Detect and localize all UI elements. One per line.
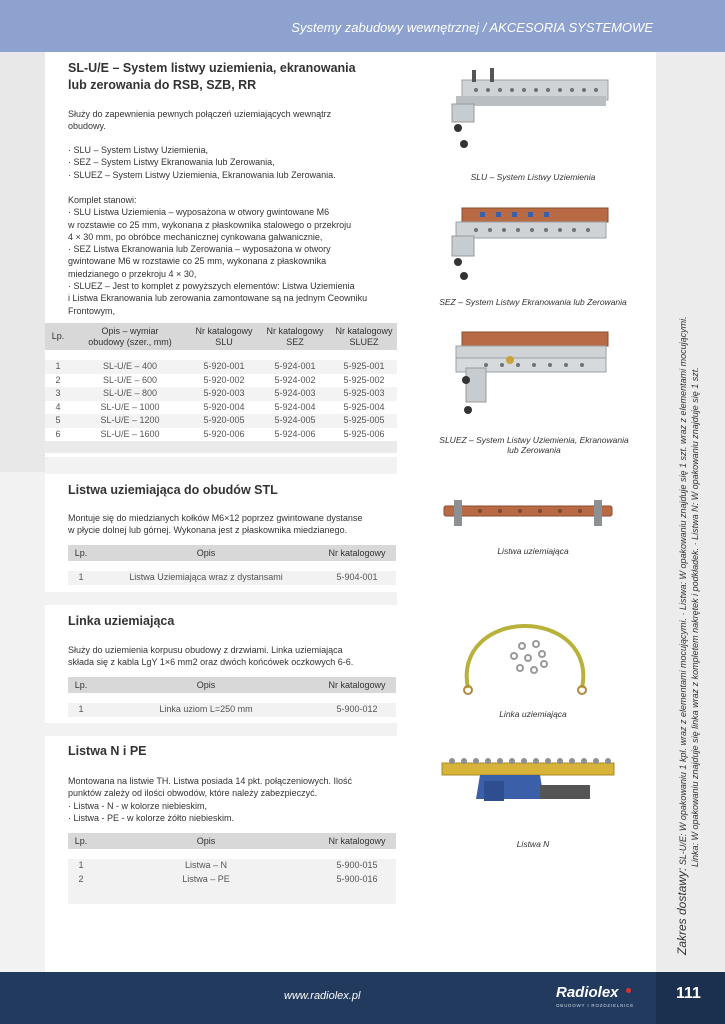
table-header-cell: Opis [94,545,318,561]
table-cell: 1 [68,703,94,717]
table-cell: 2 [68,873,94,887]
table-header-cell: Nr katalogowy SEZ [259,323,331,350]
section1-title-line2: lub zerowania do RSB, SZB, RR [68,78,257,92]
section2-desc-line2: w płycie dolnej lub górnej. Wykonana jest z płaskownika miedzianego. [68,525,348,536]
linka-uziemiajaca-image [450,620,600,700]
table-cell: 5-900-012 [318,703,396,717]
table-row [68,859,396,873]
section1-title-line1: SL-U/E – System listwy uziemienia, ekranowania [68,61,356,75]
kit-line: i Listwa Ekranowania lub zerowania zamontowane są na jednym Ceowniku [68,293,368,304]
radiolex-logo: Radiolex [556,984,619,1001]
kit-line: Komplet stanowi: [68,195,137,205]
section2-description [68,512,362,537]
list-item: · SLU – System Listwy Uziemienia, [68,145,209,155]
kit-line: w rozstawie co 25 mm, wykonana z płaskownika stalowego o przekroju [68,219,352,230]
table-row [68,886,396,904]
table-row [68,703,396,717]
table-cell: 5-925-001 [331,360,397,374]
sidebar-delivery-scope [676,305,701,955]
caption-sluez-line1: SLUEZ – System Listwy Uziemienia, Ekranowania [439,435,629,445]
table-row [45,360,397,374]
table-cell: SL-U/E – 600 [71,374,189,388]
table-cell: 5-924-003 [259,387,331,401]
table-header-cell: Nr katalogowy [318,833,396,849]
table-cell: 5-900-016 [318,873,396,887]
section1-kit-description [68,194,367,317]
section4-desc-line2: punktów zależy od ilości obwodów, które należy zabezpieczyć. [68,788,318,799]
table-row [45,387,397,401]
table-header-cell: Opis [94,677,318,693]
table-cell: 5-920-005 [189,414,259,428]
table-cell: 5-900-015 [318,859,396,873]
table-cell: 3 [45,387,71,401]
table-cell: 5-920-003 [189,387,259,401]
section4-description [68,775,352,824]
table-cell: 5-924-006 [259,428,331,442]
table-header-cell: Lp. [68,833,94,849]
section3-title: Linka uziemiająca [68,614,175,628]
slu-product-image [446,66,610,158]
section3-table [68,677,396,717]
table-cell: 1 [68,571,94,585]
section3-desc-line2: składa się z kabla LgY 1×6 mm2 oraz dwóch końcówek oczkowych 6-6. [68,657,354,668]
logo-dot-icon [626,988,631,993]
table-cell: SL-U/E – 1600 [71,428,189,442]
table-cell: 5-925-002 [331,374,397,388]
table-row [45,374,397,388]
section1-title [68,60,356,94]
kit-line: miedzianego o przekroju 4 × 30, [68,268,197,279]
table-header-cell: Nr katalogowy SLUEZ [331,323,397,350]
kit-line: · SEZ Listwa Ekranowania lub Zerowania – wyposażona w otwory [68,244,331,255]
section3-desc-line1: Służy do uziemienia korpusu obudowy z drzwiami. Linka uziemiająca [68,645,343,655]
logo-tagline: OBUDOWY I ROZDZIELNICE [556,1003,635,1008]
table-cell: 6 [45,428,71,442]
table-row [45,441,397,453]
table-row [45,428,397,442]
list-item: · SEZ – System Listwy Ekranowania lub Zerowania, [68,157,275,168]
listwa-uziemiajaca-image [440,498,616,528]
table-cell: 5-920-002 [189,374,259,388]
section2-desc-line1: Montuje się do miedzianych kołków M6×12 poprzez gwintowane dystanse [68,513,363,523]
caption-linka: Linka uziemiająca [499,709,567,719]
section3-description [68,644,353,669]
table-row [68,571,396,585]
table-cell: Listwa – N [94,859,318,873]
header-title: Systemy zabudowy wewnętrznej / AKCESORIA SYSTEMOWE [291,20,653,35]
table-header-cell: Lp. [68,677,94,693]
caption-sluez [420,435,648,455]
section2-table [68,545,396,585]
table-cell: 5 [45,414,71,428]
table-cell: SL-U/E – 1200 [71,414,189,428]
section1-system-list [68,144,336,181]
list-item: · Listwa - PE - w kolorze żółto niebieskim. [68,812,235,823]
table-cell: 5-920-004 [189,401,259,415]
table-cell: 5-924-005 [259,414,331,428]
section4-table [68,833,396,904]
table-header-cell: Nr katalogowy [318,545,396,561]
table-cell: 5-925-005 [331,414,397,428]
sidebar-line1: SL-U/E: W opakowaniu 1 kpl. wraz z elementami mocującymi. · Listwa: W opakowaniu znajduje się 1 szt. wraz z elementami mocującymi. [678,316,688,866]
page-footer [0,972,725,1024]
table-cell: 1 [68,859,94,873]
table-cell: SL-U/E – 400 [71,360,189,374]
table-cell: 5-924-001 [259,360,331,374]
table-cell: 5-920-001 [189,360,259,374]
section1-desc-line2: obudowy. [68,121,106,132]
sez-product-image [446,200,610,284]
page-number: 111 [676,985,701,1002]
section4-desc-line1: Montowana na listwie TH. Listwa posiada 14 pkt. połączeniowych. Ilość [68,776,352,786]
table-cell: 5-920-006 [189,428,259,442]
page-header [0,0,725,52]
table-cell: Listwa Uziemiająca wraz z dystansami [94,571,318,585]
kit-line: 4 × 30 mm, po obróbce mechanicznej cynkowana galwanicznie, [68,231,323,242]
caption-sez: SEZ – System Listwy Ekranowania lub Zerowania [439,297,627,307]
table-cell: 1 [45,360,71,374]
section1-description [68,108,331,133]
table-header-cell: Opis – wymiar obudowy (szer., mm) [71,323,189,350]
table-cell: 5-904-001 [318,571,396,585]
kit-line: gwintowane M6 w rozstawie co 25 mm, wykonana z płaskownika [68,256,327,267]
list-item: · SLUEZ – System Listwy Uziemienia, Ekranowania lub Zerowania. [68,169,336,180]
table-row [45,401,397,415]
list-item: · Listwa - N - w kolorze niebieskim, [68,800,208,811]
sidebar-label: Zakres dostawy: [675,867,689,955]
listwa-n-image [440,755,616,815]
section1-desc-line1: Służy do zapewnienia pewnych połączeń uziemiających wewnątrz [68,109,332,119]
left-margin-band [0,52,45,472]
table-cell: 4 [45,401,71,415]
table-header-cell: Opis [94,833,318,849]
table-row [68,873,396,887]
kit-line: · SLU Listwa Uziemienia – wyposażona w otwory gwintowane M6 [68,207,330,218]
section4-title: Listwa N i PE [68,744,147,758]
footer-url[interactable]: www.radiolex.pl [284,990,361,1002]
section1-table [45,323,397,453]
table-cell: 5-924-004 [259,401,331,415]
table-cell: 5-925-004 [331,401,397,415]
kit-line: · SLUEZ – Jest to komplet z powyższych elementów: Listwa Uziemienia [68,281,355,292]
table-row [45,414,397,428]
table-header-cell: Nr katalogowy SLU [189,323,259,350]
caption-listwa-n: Listwa N [516,839,550,849]
sidebar-line2: Linka: W opakowaniu znajduje się linka wraz z kompletem nakrętek i podkładek. · Listwa N: W opakowaniu znajduje się 1 szt. [690,367,700,867]
table-cell: 5-925-006 [331,428,397,442]
table-header-cell: Lp. [68,545,94,561]
sluez-product-image [446,322,610,422]
table-header-cell: Nr katalogowy [318,677,396,693]
caption-listwa: Listwa uziemiająca [497,546,569,556]
table-cell: 2 [45,374,71,388]
table-cell: 5-924-002 [259,374,331,388]
kit-line: Frontowym, [68,305,116,316]
table-cell: SL-U/E – 1000 [71,401,189,415]
table-cell: SL-U/E – 800 [71,387,189,401]
table-header-cell: Lp. [45,323,71,350]
section2-title: Listwa uziemiająca do obudów STL [68,483,278,497]
table-cell: 5-925-003 [331,387,397,401]
table-cell: Listwa – PE [94,873,318,887]
caption-sluez-line2: lub Zerowania [507,445,561,455]
table-cell: Linka uziom L=250 mm [94,703,318,717]
caption-slu: SLU – System Listwy Uziemienia [470,172,596,182]
